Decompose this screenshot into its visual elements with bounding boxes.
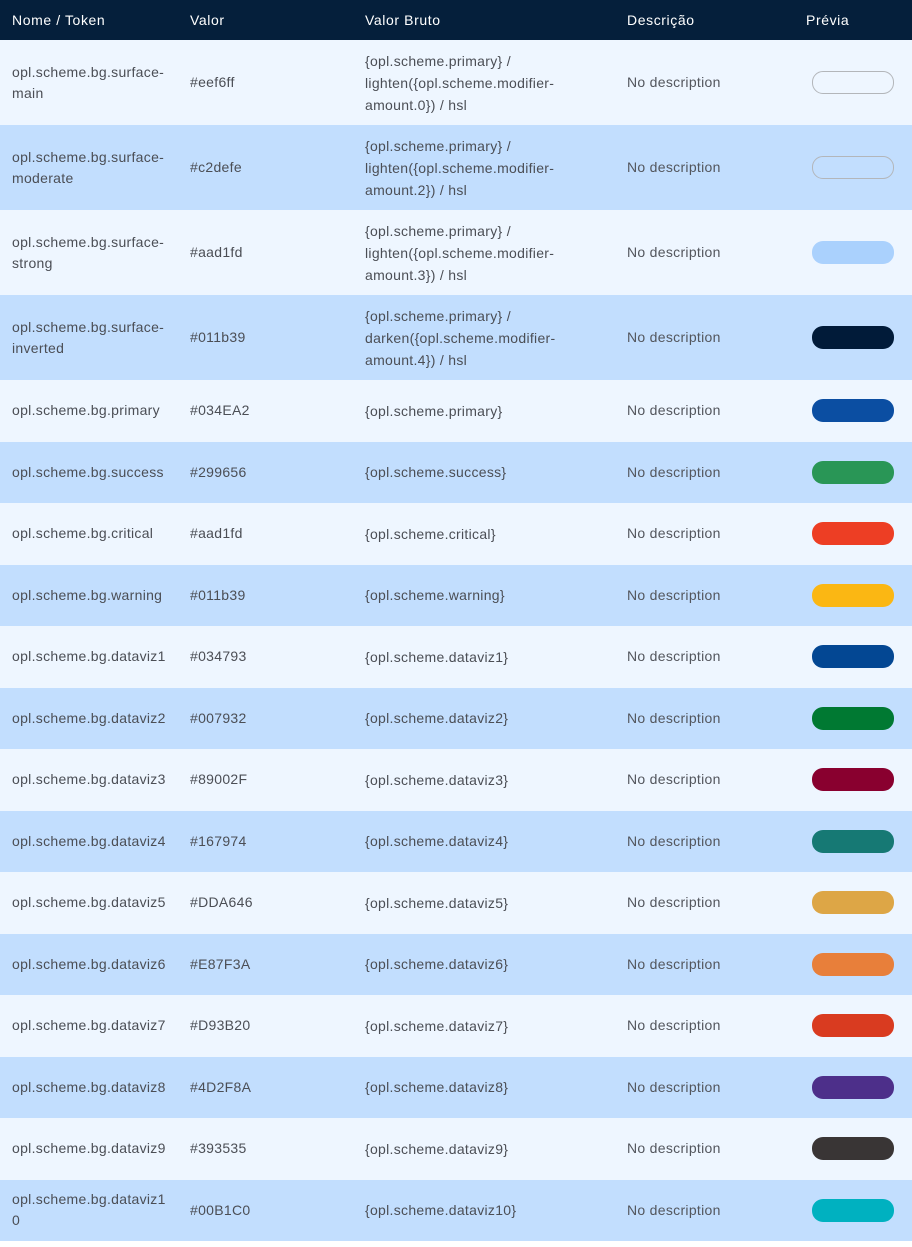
token-preview-cell <box>794 1199 912 1222</box>
column-header-description: Descrição <box>627 12 695 28</box>
token-preview-cell <box>794 1014 912 1037</box>
token-value: #aad1fd <box>190 244 243 260</box>
table-row <box>0 688 912 750</box>
token-description: No description <box>627 525 721 542</box>
token-preview-cell <box>794 707 912 730</box>
color-preview-swatch <box>812 584 894 607</box>
token-preview-cell <box>794 399 912 422</box>
color-preview-swatch <box>812 1137 894 1160</box>
table-row <box>0 1057 912 1119</box>
color-preview-swatch <box>812 399 894 422</box>
token-raw-value: {opl.scheme.dataviz5} <box>365 894 509 911</box>
table-row <box>0 565 912 627</box>
token-description: No description <box>627 1140 721 1157</box>
color-preview-swatch <box>812 326 894 349</box>
column-header-value: Valor <box>190 12 225 28</box>
token-raw-value: {opl.scheme.primary} / lighten({opl.scheme.modifier-amount.3}) / hsl <box>365 222 555 283</box>
token-value: #00B1C0 <box>190 1201 251 1218</box>
table-body <box>0 40 912 1241</box>
token-name: opl.scheme.bg.dataviz5 <box>12 894 166 911</box>
color-preview-swatch <box>812 645 894 668</box>
token-description: No description <box>627 1201 721 1218</box>
token-value: #393535 <box>190 1140 247 1157</box>
color-preview-swatch <box>812 891 894 914</box>
color-preview-swatch <box>812 522 894 545</box>
table-row <box>0 872 912 934</box>
token-raw-value: {opl.scheme.dataviz6} <box>365 956 509 973</box>
token-name: opl.scheme.bg.success <box>12 463 164 480</box>
token-raw-value: {opl.scheme.primary} <box>365 402 503 419</box>
token-value: #aad1fd <box>190 525 243 542</box>
table-row <box>0 626 912 688</box>
token-value: #034EA2 <box>190 402 250 419</box>
token-value: #011b39 <box>190 329 246 345</box>
token-description: No description <box>627 648 721 665</box>
token-description: No description <box>627 955 721 972</box>
token-description: No description <box>627 832 721 849</box>
color-preview-swatch <box>812 1014 894 1037</box>
table-header <box>0 0 912 40</box>
token-preview-cell <box>794 891 912 914</box>
token-name: opl.scheme.bg.dataviz2 <box>12 709 166 726</box>
token-value: #007932 <box>190 709 247 726</box>
table-row <box>0 1180 912 1242</box>
table-row <box>0 40 912 125</box>
token-raw-value: {opl.scheme.dataviz3} <box>365 771 509 788</box>
token-preview-cell <box>794 326 912 349</box>
token-preview-cell <box>794 71 912 94</box>
token-description: No description <box>627 1017 721 1034</box>
token-value: #c2defe <box>190 159 242 175</box>
table-row <box>0 749 912 811</box>
token-preview-cell <box>794 241 912 264</box>
table-row <box>0 380 912 442</box>
token-preview-cell <box>794 156 912 179</box>
token-value: #89002F <box>190 771 248 788</box>
token-name: opl.scheme.bg.critical <box>12 525 154 542</box>
table-row <box>0 811 912 873</box>
token-preview-cell <box>794 1076 912 1099</box>
table-row <box>0 1118 912 1180</box>
token-raw-value: {opl.scheme.primary} / lighten({opl.scheme.modifier-amount.2}) / hsl <box>365 137 555 198</box>
token-value: #299656 <box>190 463 247 480</box>
token-value: #eef6ff <box>190 74 235 90</box>
color-preview-swatch <box>812 1076 894 1099</box>
table-row <box>0 503 912 565</box>
token-name: opl.scheme.bg.primary <box>12 402 160 419</box>
token-name: opl.scheme.bg.dataviz10 <box>12 1191 166 1229</box>
token-raw-value: {opl.scheme.dataviz2} <box>365 710 509 727</box>
token-description: No description <box>627 159 721 175</box>
token-name: opl.scheme.bg.dataviz7 <box>12 1017 166 1034</box>
token-name: opl.scheme.bg.surface-inverted <box>12 318 165 356</box>
color-preview-swatch <box>812 707 894 730</box>
table-row <box>0 125 912 210</box>
token-description: No description <box>627 244 721 260</box>
token-name: opl.scheme.bg.warning <box>12 586 163 603</box>
token-preview-cell <box>794 522 912 545</box>
column-header-name: Nome / Token <box>12 12 106 28</box>
token-raw-value: {opl.scheme.success} <box>365 464 507 481</box>
table-row <box>0 934 912 996</box>
token-raw-value: {opl.scheme.primary} / darken({opl.scheme.modifier-amount.4}) / hsl <box>365 307 556 368</box>
token-value: #034793 <box>190 648 247 665</box>
token-name: opl.scheme.bg.surface-main <box>12 63 165 101</box>
token-description: No description <box>627 329 721 345</box>
token-name: opl.scheme.bg.dataviz9 <box>12 1140 166 1157</box>
token-preview-cell <box>794 461 912 484</box>
token-name: opl.scheme.bg.dataviz8 <box>12 1078 166 1095</box>
token-description: No description <box>627 894 721 911</box>
token-name: opl.scheme.bg.dataviz1 <box>12 648 166 665</box>
token-value: #4D2F8A <box>190 1078 252 1095</box>
color-preview-swatch <box>812 461 894 484</box>
token-name: opl.scheme.bg.surface-strong <box>12 233 165 271</box>
color-preview-swatch <box>812 830 894 853</box>
token-preview-cell <box>794 953 912 976</box>
token-description: No description <box>627 402 721 419</box>
color-preview-swatch <box>812 768 894 791</box>
token-preview-cell <box>794 768 912 791</box>
token-description: No description <box>627 709 721 726</box>
table-row <box>0 295 912 380</box>
token-raw-value: {opl.scheme.warning} <box>365 587 505 604</box>
table-row <box>0 995 912 1057</box>
token-name: opl.scheme.bg.surface-moderate <box>12 148 165 186</box>
token-description: No description <box>627 463 721 480</box>
token-name: opl.scheme.bg.dataviz4 <box>12 832 166 849</box>
color-preview-swatch <box>812 241 894 264</box>
token-raw-value: {opl.scheme.primary} / lighten({opl.scheme.modifier-amount.0}) / hsl <box>365 52 555 113</box>
token-description: No description <box>627 586 721 603</box>
token-value: #D93B20 <box>190 1017 251 1034</box>
token-value: #E87F3A <box>190 955 251 972</box>
token-preview-cell <box>794 645 912 668</box>
token-raw-value: {opl.scheme.dataviz10} <box>365 1202 517 1219</box>
token-raw-value: {opl.scheme.critical} <box>365 525 496 542</box>
token-raw-value: {opl.scheme.dataviz8} <box>365 1079 509 1096</box>
token-description: No description <box>627 771 721 788</box>
token-value: #167974 <box>190 832 247 849</box>
color-preview-swatch <box>812 71 894 94</box>
token-value: #DDA646 <box>190 894 253 911</box>
token-description: No description <box>627 74 721 90</box>
token-description: No description <box>627 1078 721 1095</box>
column-header-preview: Prévia <box>806 12 850 28</box>
token-preview-cell <box>794 584 912 607</box>
color-preview-swatch <box>812 953 894 976</box>
token-preview-cell <box>794 830 912 853</box>
column-header-raw-value: Valor Bruto <box>365 12 441 28</box>
token-name: opl.scheme.bg.dataviz6 <box>12 955 166 972</box>
color-preview-swatch <box>812 1199 894 1222</box>
table-row <box>0 442 912 504</box>
token-value: #011b39 <box>190 586 246 603</box>
table-row <box>0 210 912 295</box>
token-raw-value: {opl.scheme.dataviz9} <box>365 1140 509 1157</box>
color-preview-swatch <box>812 156 894 179</box>
token-name: opl.scheme.bg.dataviz3 <box>12 771 166 788</box>
token-raw-value: {opl.scheme.dataviz7} <box>365 1017 509 1034</box>
token-raw-value: {opl.scheme.dataviz1} <box>365 648 509 665</box>
token-preview-cell <box>794 1137 912 1160</box>
token-raw-value: {opl.scheme.dataviz4} <box>365 833 509 850</box>
